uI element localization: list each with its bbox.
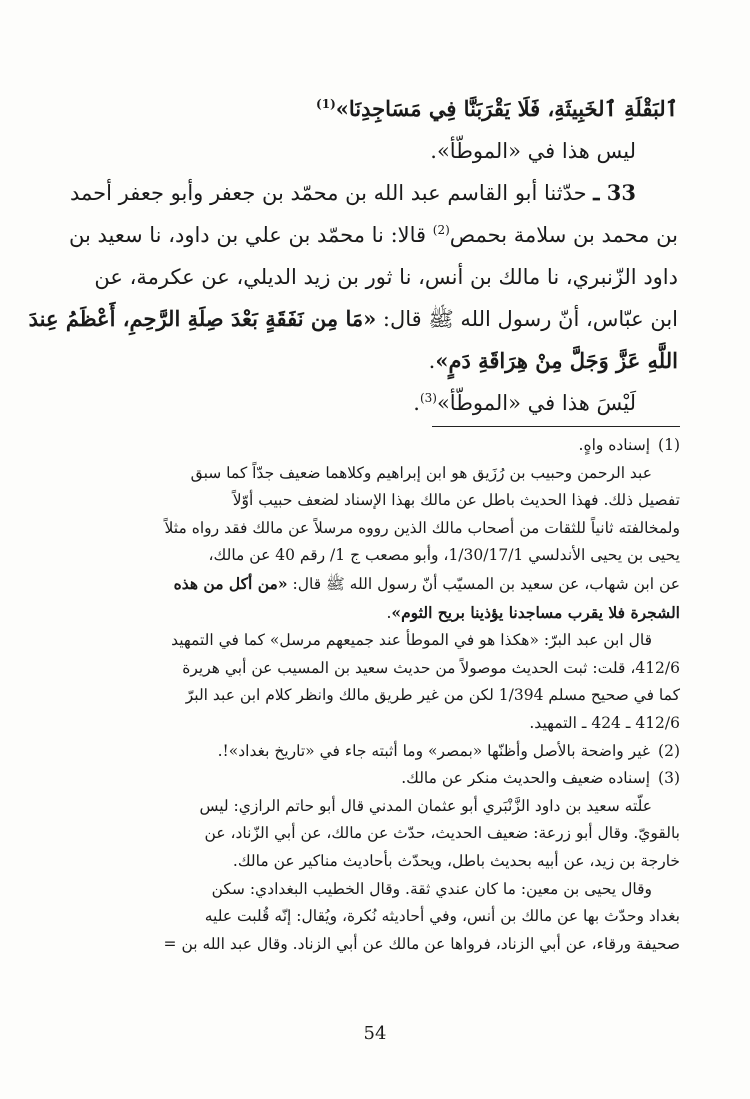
footnote-3-head: (3)إسناده ضعيف والحديث منكر عن مالك. (70, 765, 680, 793)
footnote-number: (3) (658, 769, 680, 788)
footnote-line: وقال يحيى بن معين: ما كان عندي ثقة. وقال الخطيب البغدادي: سكن (211, 879, 652, 898)
footnote-line: بالقويّ. وقال أبو زرعة: ضعيف الحديث، حدّث عن مالك، عن أبي الزّناد، عن (204, 824, 680, 843)
footnote-line: عبد الرحمن وحبيب بن رُزَيق هو ابن إبراهيم وكلاهما ضعيف جدّاً كما سبق (190, 463, 652, 482)
hadith-number: 33 ـ (593, 180, 636, 205)
hadith-ending-line: ٱلبَقْلَةِ ٱلخَبِيثَةِ، فَلَا يَقْرَبَنَّا فِي مَسَاجِدِنَا»$^{(1)}$ (316, 96, 678, 121)
footnote-line: علّته سعيد بن داود الزَّنْبَري أبو عثمان المدني قال أبو حاتم الرازي: ليس (199, 796, 652, 815)
matn-line: ابن عبّاس، أنّ رسول الله ﷺ قال: «مَا مِن نَفَقَةٍ بَعْدَ صِلَةِ الرَّحِمِ، أَعْظَمُ عِندَ (28, 306, 678, 331)
main-text (28, 88, 678, 424)
footnote-number: (1) (658, 436, 680, 454)
footnote-line: عن ابن شهاب، عن سعيد بن المسيّب أنّ رسول الله ﷺ قال: «من أكل من هذه (173, 573, 680, 593)
footnote-line: 412/6 ـ 424 ـ التمهيد. (529, 713, 680, 732)
footnote-line: 412/6، قلت: ثبت الحديث موصولاً من حديث سعيد بن المسيب عن أبي هريرة (182, 658, 680, 677)
footnote-line: قال ابن عبد البرّ: «هكذا هو في الموطأ عند جميعهم مرسل» كما في التمهيد (171, 631, 652, 650)
hadith-33-start: 33 ـ حدّثنا أبو القاسم عبد الله بن محمّد بن جعفر وأبو جعفر أحمد (69, 180, 636, 205)
footnote-line: الشجرة فلا يقرب مساجدنا يؤذينا بريح الثوم». (386, 602, 680, 622)
source-note: ليس هذا في «الموطّأ». (430, 139, 636, 163)
footnotes (70, 432, 680, 958)
footnote-line: ولمخالفته ثانياً للثقات من أصحاب مالك الذين رووه مرسلاً عن مالك فقد رواه مثلاً (164, 518, 680, 537)
footnote-line: يحيى بن يحيى الأندلسي 1/30/17/1، وأبو مصعب ج 1/ رقم 40 عن مالك، (208, 546, 680, 565)
matn-line: اللَّهِ عَزَّ وَجَلَّ مِنْ هِرَاقَةِ دَمٍ». (428, 348, 678, 373)
footnote-line: تفصيل ذلك. فهذا الحديث باطل عن مالك بهذا الإسناد لضعف حبيب أوّلاً (232, 491, 680, 510)
footnote-ref-2[interactable]: (2) (432, 223, 450, 237)
footnote-line: خارجة بن زيد، عن أبيه بحديث باطل، ويحدّث بأحاديث مناكير عن مالك. (232, 851, 680, 870)
footnote-1-head: (1)إسناده واهٍ. (70, 432, 680, 460)
footnote-line: كما في صحيح مسلم 1/394 لكن من غير طريق مالك وانظر كلام ابن عبد البرّ (185, 686, 680, 705)
footnote-separator (432, 426, 680, 427)
footnote-ref-1[interactable]: (1) (316, 97, 336, 111)
page-number: 54 (363, 1023, 387, 1044)
isnad-line: بن محمد بن سلامة بحمص$^{(2)}$ قالا: نا محمّد بن علي بن داود، نا سعيد بن (69, 223, 678, 247)
footnote-line: صحيفة ورقاء، عن أبي الزناد، فرواها عن مالك عن أبي الزناد. وقال عبد الله بن = (163, 934, 680, 953)
source-note: لَيْسَ هذا في «الموطّأ»$^{(3)}$. (413, 391, 636, 415)
isnad-line: داود الزّنبري، نا مالك بن أنس، نا ثور بن زيد الديلي، عن عكرمة، عن (94, 265, 678, 289)
footnote-2: (2)غير واضحة بالأصل وأظنّها «بمصر» وما أثبته جاء في «تاريخ بغداد»!. (70, 738, 680, 766)
footnote-number: (2) (658, 741, 680, 760)
footnote-ref-3[interactable]: (3) (419, 391, 437, 405)
footnote-line: بغداد وحدّث بها عن مالك بن أنس، وفي أحاديثه نُكرة، ويُقال: إنّه قُلبت عليه (204, 907, 680, 926)
